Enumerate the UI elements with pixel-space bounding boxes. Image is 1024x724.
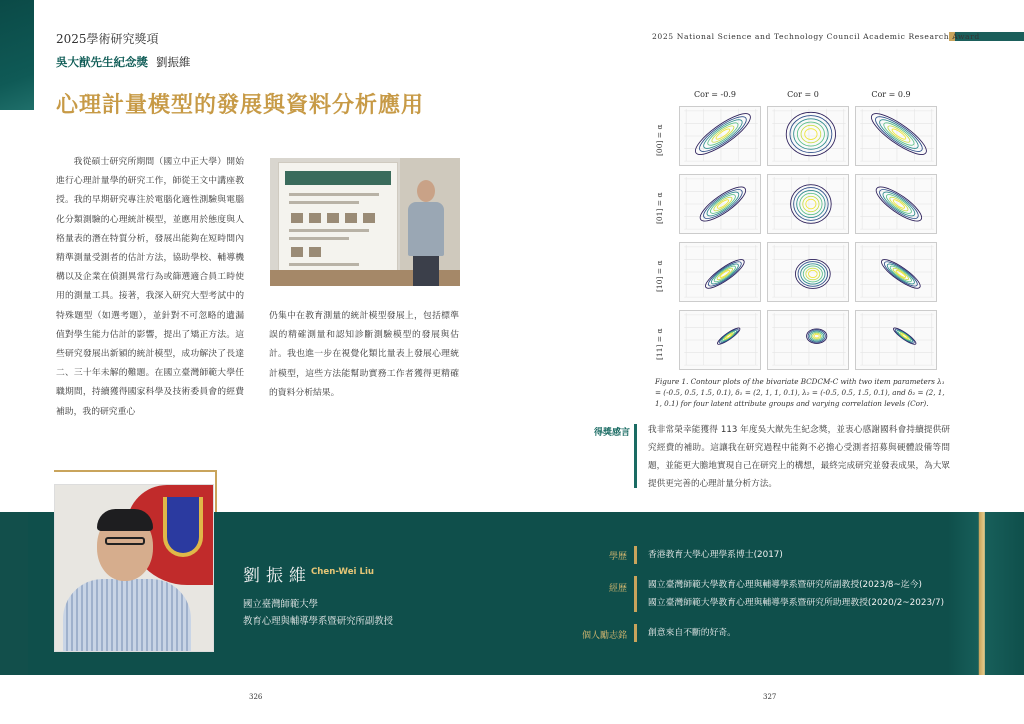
education-text: 香港教育大學心理學系博士(2017) — [648, 550, 783, 560]
figure-column-header: Cor = -0.9 — [694, 90, 736, 99]
recipient-affiliation — [243, 596, 393, 630]
experience-line: 國立臺灣師範大學教育心理與輔導學系暨研究所助理教授(2020/2~2023/7) — [648, 598, 945, 608]
running-header-right: 2025 National Science and Technology Council Academic Research Award — [652, 32, 980, 41]
recipient-name-chinese: 劉振維 — [243, 566, 312, 586]
award-recipient: 劉振維 — [156, 55, 191, 69]
portrait-frame-decoration — [215, 470, 217, 512]
figure-column-header: Cor = 0.9 — [871, 90, 911, 99]
motto-text: 創意來自不斷的好奇。 — [648, 628, 736, 638]
figure-caption: Figure 1. Contour plots of the bivariate BCDCM-C with two item parameters λ₁ = (-0.5, 0.5, 1.5, 0.1), δ₁ = (2, 1, 1, 0.1), λ₂ = (-0.5, 0.5, 1.5, 0.1), and δ₂ = (2, 1, 1, 0.1) for four latent attribute groups and varying correlation levels (Cor). — [655, 377, 945, 408]
running-header-left: 2025學術研究獎項 — [56, 32, 159, 46]
contour-panel — [679, 174, 761, 234]
experience-line: 國立臺灣師範大學教育心理與輔導學系暨研究所副教授(2023/8~迄今) — [648, 580, 922, 590]
affiliation-line: 國立臺灣師範大學 — [243, 599, 319, 610]
contour-figure — [655, 90, 945, 380]
contour-panel — [767, 174, 849, 234]
poster-photo — [270, 158, 460, 286]
acceptance-speech-label: 得獎感言 — [594, 428, 631, 438]
page-number-right: 327 — [763, 693, 777, 701]
recipient-portrait — [54, 484, 214, 652]
figure-row-label: [10] = α — [655, 260, 664, 292]
body-column-2 — [269, 307, 459, 403]
page-number-left: 326 — [249, 693, 263, 701]
figure-row-label: [11] = α — [655, 328, 664, 360]
contour-panel — [855, 106, 937, 166]
contour-panel — [767, 310, 849, 370]
contour-panel — [679, 310, 761, 370]
contour-panel — [855, 310, 937, 370]
award-name: 吳大猷先生紀念獎 — [56, 55, 148, 69]
figure-column-header: Cor = 0 — [787, 90, 819, 99]
contour-panel — [767, 242, 849, 302]
contour-panel — [855, 242, 937, 302]
band-stripe-decoration — [0, 512, 28, 675]
education-label: 學歷 — [608, 552, 627, 562]
band-gold-decoration — [948, 512, 1024, 675]
motto-label: 個人勵志銘 — [581, 631, 627, 641]
figure-row-label: [01] = α — [655, 192, 664, 224]
corner-decoration — [0, 0, 34, 110]
body-column-1 — [56, 153, 244, 422]
acceptance-speech-text: 我非常榮幸能獲得 113 年度吳大猷先生紀念獎，並衷心感謝國科會持續提供研究經費的補助。這讓我在研究過程中能夠不必擔心受測者招募與硬體設備等問題，並能更大膽地實現自己在研究上的構想，最終完成研究並發表成果，為大眾提供更完善的心理計量分析方法。 — [648, 425, 950, 489]
contour-panel — [767, 106, 849, 166]
body-paragraph-2: 仍集中在教育測量的統計模型發展上，包括標準誤的精確測量和認知診斷測驗模型的發展與估計。我也進一步在視覺化類比量表上發展心理統計模型，這些方法能幫助實務工作者獲得更精確的資料分析結果。 — [269, 311, 459, 398]
education-bar — [634, 546, 637, 564]
portrait-frame-decoration — [54, 470, 216, 472]
contour-panel — [679, 106, 761, 166]
acceptance-speech-bar — [634, 424, 637, 488]
experience-bar — [634, 576, 637, 612]
body-paragraph-1: 我從碩士研究所期間（國立中正大學）開始進行心理計量學的研究工作，師從王文中講座教授。我的早期研究專注於電腦化適性測驗與電腦化分類測驗的心理統計模型，並應用於態度與人格量表的潛在特質分析，發展出能夠在短時間內精準測量受測者的估計方法，協助學校、輔導機構以及企業在偵測異常行為或篩選適合員工時使用的測量工具。接著，我深入研究大型考試中的特殊題型（如選考題），並針對不可忽略的遺漏值對學生能力估計的影響，提出了矯正方法。這些研究發展出新穎的統計模型，成功解決了長達二、三十年未解的難題。在國立臺灣師範大學任職期間，持續獲得國家科學及技術委員會的經費補助，我的研究重心 — [56, 157, 244, 417]
article-title: 心理計量模型的發展與資料分析應用 — [56, 92, 425, 118]
contour-panel — [679, 242, 761, 302]
experience-text — [648, 576, 944, 612]
figure-row-label: [00] = α — [655, 124, 664, 156]
affiliation-line: 教育心理與輔導學系暨研究所副教授 — [243, 616, 394, 627]
contour-panel — [855, 174, 937, 234]
experience-label: 經歷 — [608, 584, 627, 594]
recipient-name-english: Chen-Wei Liu — [311, 567, 375, 577]
motto-bar — [634, 624, 637, 642]
